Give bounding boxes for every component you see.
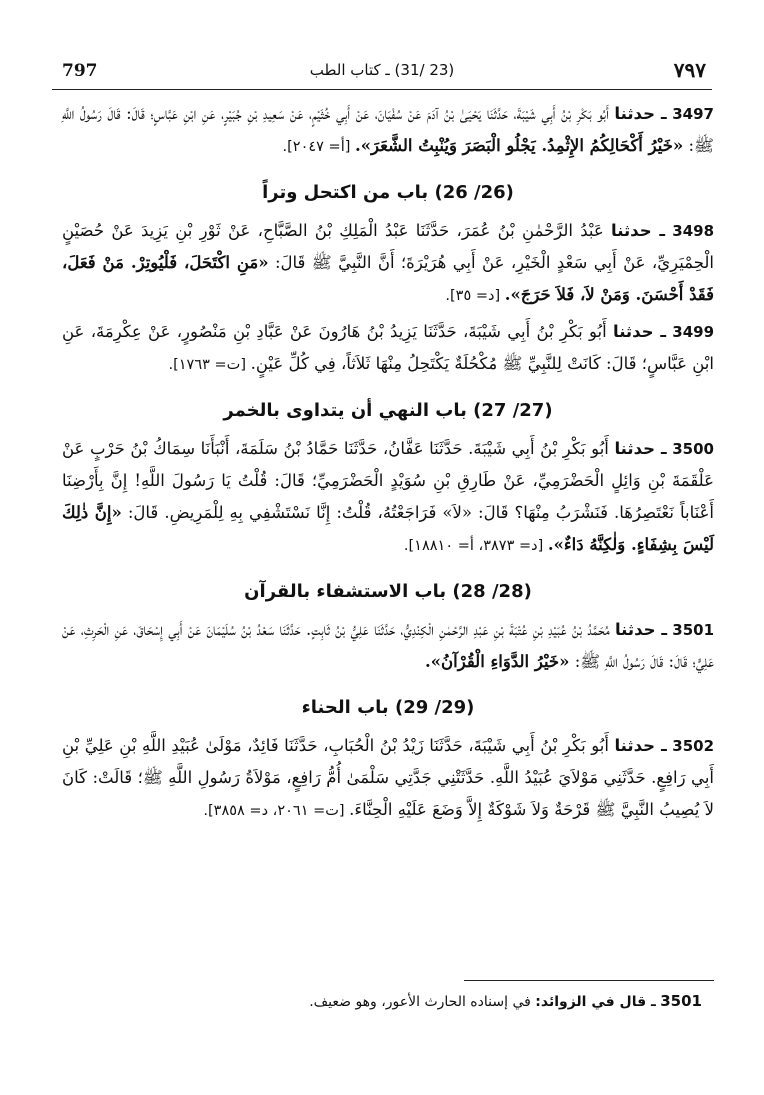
hadith-opener: ـ حدثنا [613,322,666,341]
hadith-3497 [62,98,714,163]
hadith-isnad: مُحَمَّدُ بْنُ عُبَيْدِ بْنِ عُتْبَةَ بْنِ عَبْدِ الرَّحْمٰنِ الْكِنْدِيُّ، حَدَّثَنَا عَلِيُّ بْنُ ثَابِتٍ. حَدَّثَنَا سَعْدُ بْنُ سُلَيْمَانَ عَنْ أَبِي إِسْحَاقَ، عَنِ الْحَرِثِ، عَنْ عَلِيٍّ؛ قَالَ: قَالَ رَسُولُ اللَّهِ ﷺ: [62,620,714,671]
hadith-reference: [ت= ١٧٦٣]. [168,357,251,373]
page-number-arabic: ٧٩٧ [673,58,706,82]
hadith-opener: ـ حدثنا [611,221,665,240]
hadith-isnad: عَبْدُ الرَّحْمٰنِ بْنُ عُمَرَ، حَدَّثَنَا عَبْدُ الْمَلِكِ بْنُ الصَّبَّاحِ، عَنْ ثَوْرِ بْنِ يَزِيدَ عَنْ حُصَيْنٍ الْحِمْيَرِيِّ، عَنْ أَبِي سَعْدٍ الْخَيْرِ، عَنْ أَبِي هُرَيْرَةَ؛ أَنَّ النَّبِيَّ ﷺ قَالَ: [62,221,714,272]
hadith-3501 [62,614,714,678]
hadith-opener: ـ حدثنا [614,620,667,639]
footnote-divider [464,980,714,981]
chapter-heading [62,576,714,608]
footnote-lead: ـ قال في الزوائد: [535,994,656,1010]
hadith-reference: [أ= ٢٠٤٧]. [282,139,355,155]
hadith-matn: «خَيْرُ الدَّوَاءِ الْقُرْآنُ». [424,652,570,671]
hadith-number: 3500 [672,440,714,458]
hadith-number: 3499 [672,323,715,341]
hadith-number: 3502 [672,737,715,755]
footnote-number: 3501 [660,992,702,1010]
page-number-latin: 797 [62,61,98,81]
hadith-opener: ـ حدثنا [614,104,667,123]
hadith-3500 [62,433,714,562]
chapter-heading [62,177,714,209]
hadith-isnad: أَبُو بَكْرِ بْنُ أَبِي شَيْبَةَ، حَدَّثَنَا يَحْيَىٰ بْنُ آدَمَ عَنْ سُفْيَانَ، عَنْ أَبِي خُثَيْمٍ، عَنْ سَعِيدِ بْنِ جُبَيْرٍ، عَنِ ابْنِ عَبَّاسٍ؛ قَالَ: قَالَ رَسُولُ اللَّهِ ﷺ: [62,104,714,155]
hadith-matn: «خَيْرُ أَكْحَالِكُمُ الإِثْمِدُ. يَجْلُو الْبَصَرَ وَيُنْبِتُ الشَّعَرَ». [355,136,684,155]
hadith-number: 3497 [672,105,714,123]
chapter-title: باب الاستشفاء بالقرآن [244,581,447,602]
chapter-heading [62,395,714,427]
chapter-title: باب النهي أن يتداوى بالخمر [223,400,467,421]
hadith-opener: ـ حدثنا [614,439,667,458]
hadith-matn: «مَنِ اكْتَحَلَ، فَلْيُوتِرْ. مَنْ فَعَلَ، فَقَدْ أَحْسَنَ. وَمَنْ لاَ، فَلاَ حَرَجَ». [62,253,714,304]
footnote [62,992,702,1010]
hadith-number: 3498 [672,222,715,240]
hadith-opener: ـ حدثنا [614,736,667,755]
running-title: (23 /31) ـ كتاب الطب [309,61,455,79]
hadith-number: 3501 [672,621,715,639]
hadith-3499 [62,316,714,381]
chapter-number: (28/ 28) [452,581,532,602]
hadith-reference: [د= ٣٥]. [445,288,505,304]
hadith-matn: «إِنَّ ذٰلِكَ لَيْسَ بِشِفَاءٍ. وَلٰكِنَّهُ دَاءٌ». [62,503,714,554]
chapter-number: (29/ 29) [394,697,475,718]
hadith-3502 [62,730,714,827]
chapter-number: (27/ 27) [473,400,553,421]
footnote-text: في إسناده الحارث الأعور، وهو ضعيف. [309,994,536,1010]
chapter-title: باب الحناء [301,697,389,718]
page-header [52,55,712,90]
hadith-isnad: أَبُو بَكْرِ بْنُ أَبِي شَيْبَةَ، حَدَّثَنَا يَزِيدُ بْنُ هَارُونَ عَنْ عَبَّادِ بْنِ مَنْصُورٍ، عَنْ عِكْرِمَةَ، عَنِ ابْنِ عَبَّاسٍ؛ قَالَ: كَانَتْ لِلنَّبِيِّ ﷺ مُكْحُلَةٌ يَكْتَحِلُ مِنْهَا ثَلاَثاً، فِي كُلِّ عَيْنٍ. [62,322,714,373]
chapter-title: باب من اكتحل وتراً [262,182,429,203]
chapter-number: (26/ 26) [434,182,514,203]
hadith-reference: [د= ٣٨٧٣، أ= ١٨٨١٠]. [403,538,548,554]
chapter-heading [62,692,714,724]
hadith-reference: [ت= ٢٠٦١، د= ٣٨٥٨]. [203,803,350,819]
hadith-isnad: أَبُو بَكْرِ بْنُ أَبِي شَيْبَةَ. حَدَّثَنَا عَفَّانُ، حَدَّثَنَا حَمَّادُ بْنُ سَلَمَةَ، أَنْبَأَنَا سِمَاكُ بْنُ حَرْبٍ عَنْ عَلْقَمَةَ بْنِ وَائِلٍ الْحَضْرَمِيِّ، عَنْ طَارِقِ بْنِ سُوَيْدٍ الْحَضْرَمِيِّ؛ قَالَ: قُلْتُ يَا رَسُولَ اللَّهِ! إِنَّ بِأَرْضِنَا أَعْنَاباً نَعْتَصِرُهَا. فَنَشْرَبُ مِنْهَا؟ قَالَ: «لاَ» فَرَاجَعْتُهُ، قُلْتُ: إِنَّا نَسْتَشْفِي بِهِ لِلْمَرِيضِ. قَالَ: [62,439,714,522]
hadith-isnad: أَبُو بَكْرِ بْنُ أَبِي شَيْبَةَ، حَدَّثَنَا زَيْدُ بْنُ الْحُبَابِ، حَدَّثَنَا فَائِدٌ، مَوْلَىٰ عُبَيْدِ اللَّهِ بْنِ عَلِيِّ بْنِ أَبِي رَافِعٍ. حَدَّثَنِي مَوْلاَيَ عُبَيْدُ اللَّهِ. حَدَّثَتْنِي جَدَّتِي سَلْمَىٰ أُمُّ رَافِعٍ، مَوْلاَةُ رَسُولِ اللَّهِ ﷺ؛ قَالَتْ: كَانَ لاَ يُصِيبُ النَّبِيَّ ﷺ قَرْحَةٌ وَلاَ شَوْكَةٌ إِلاَّ وَضَعَ عَلَيْهِ الْحِنَّاءَ. [62,736,714,819]
hadith-3498 [62,215,714,312]
page-body [62,98,714,831]
